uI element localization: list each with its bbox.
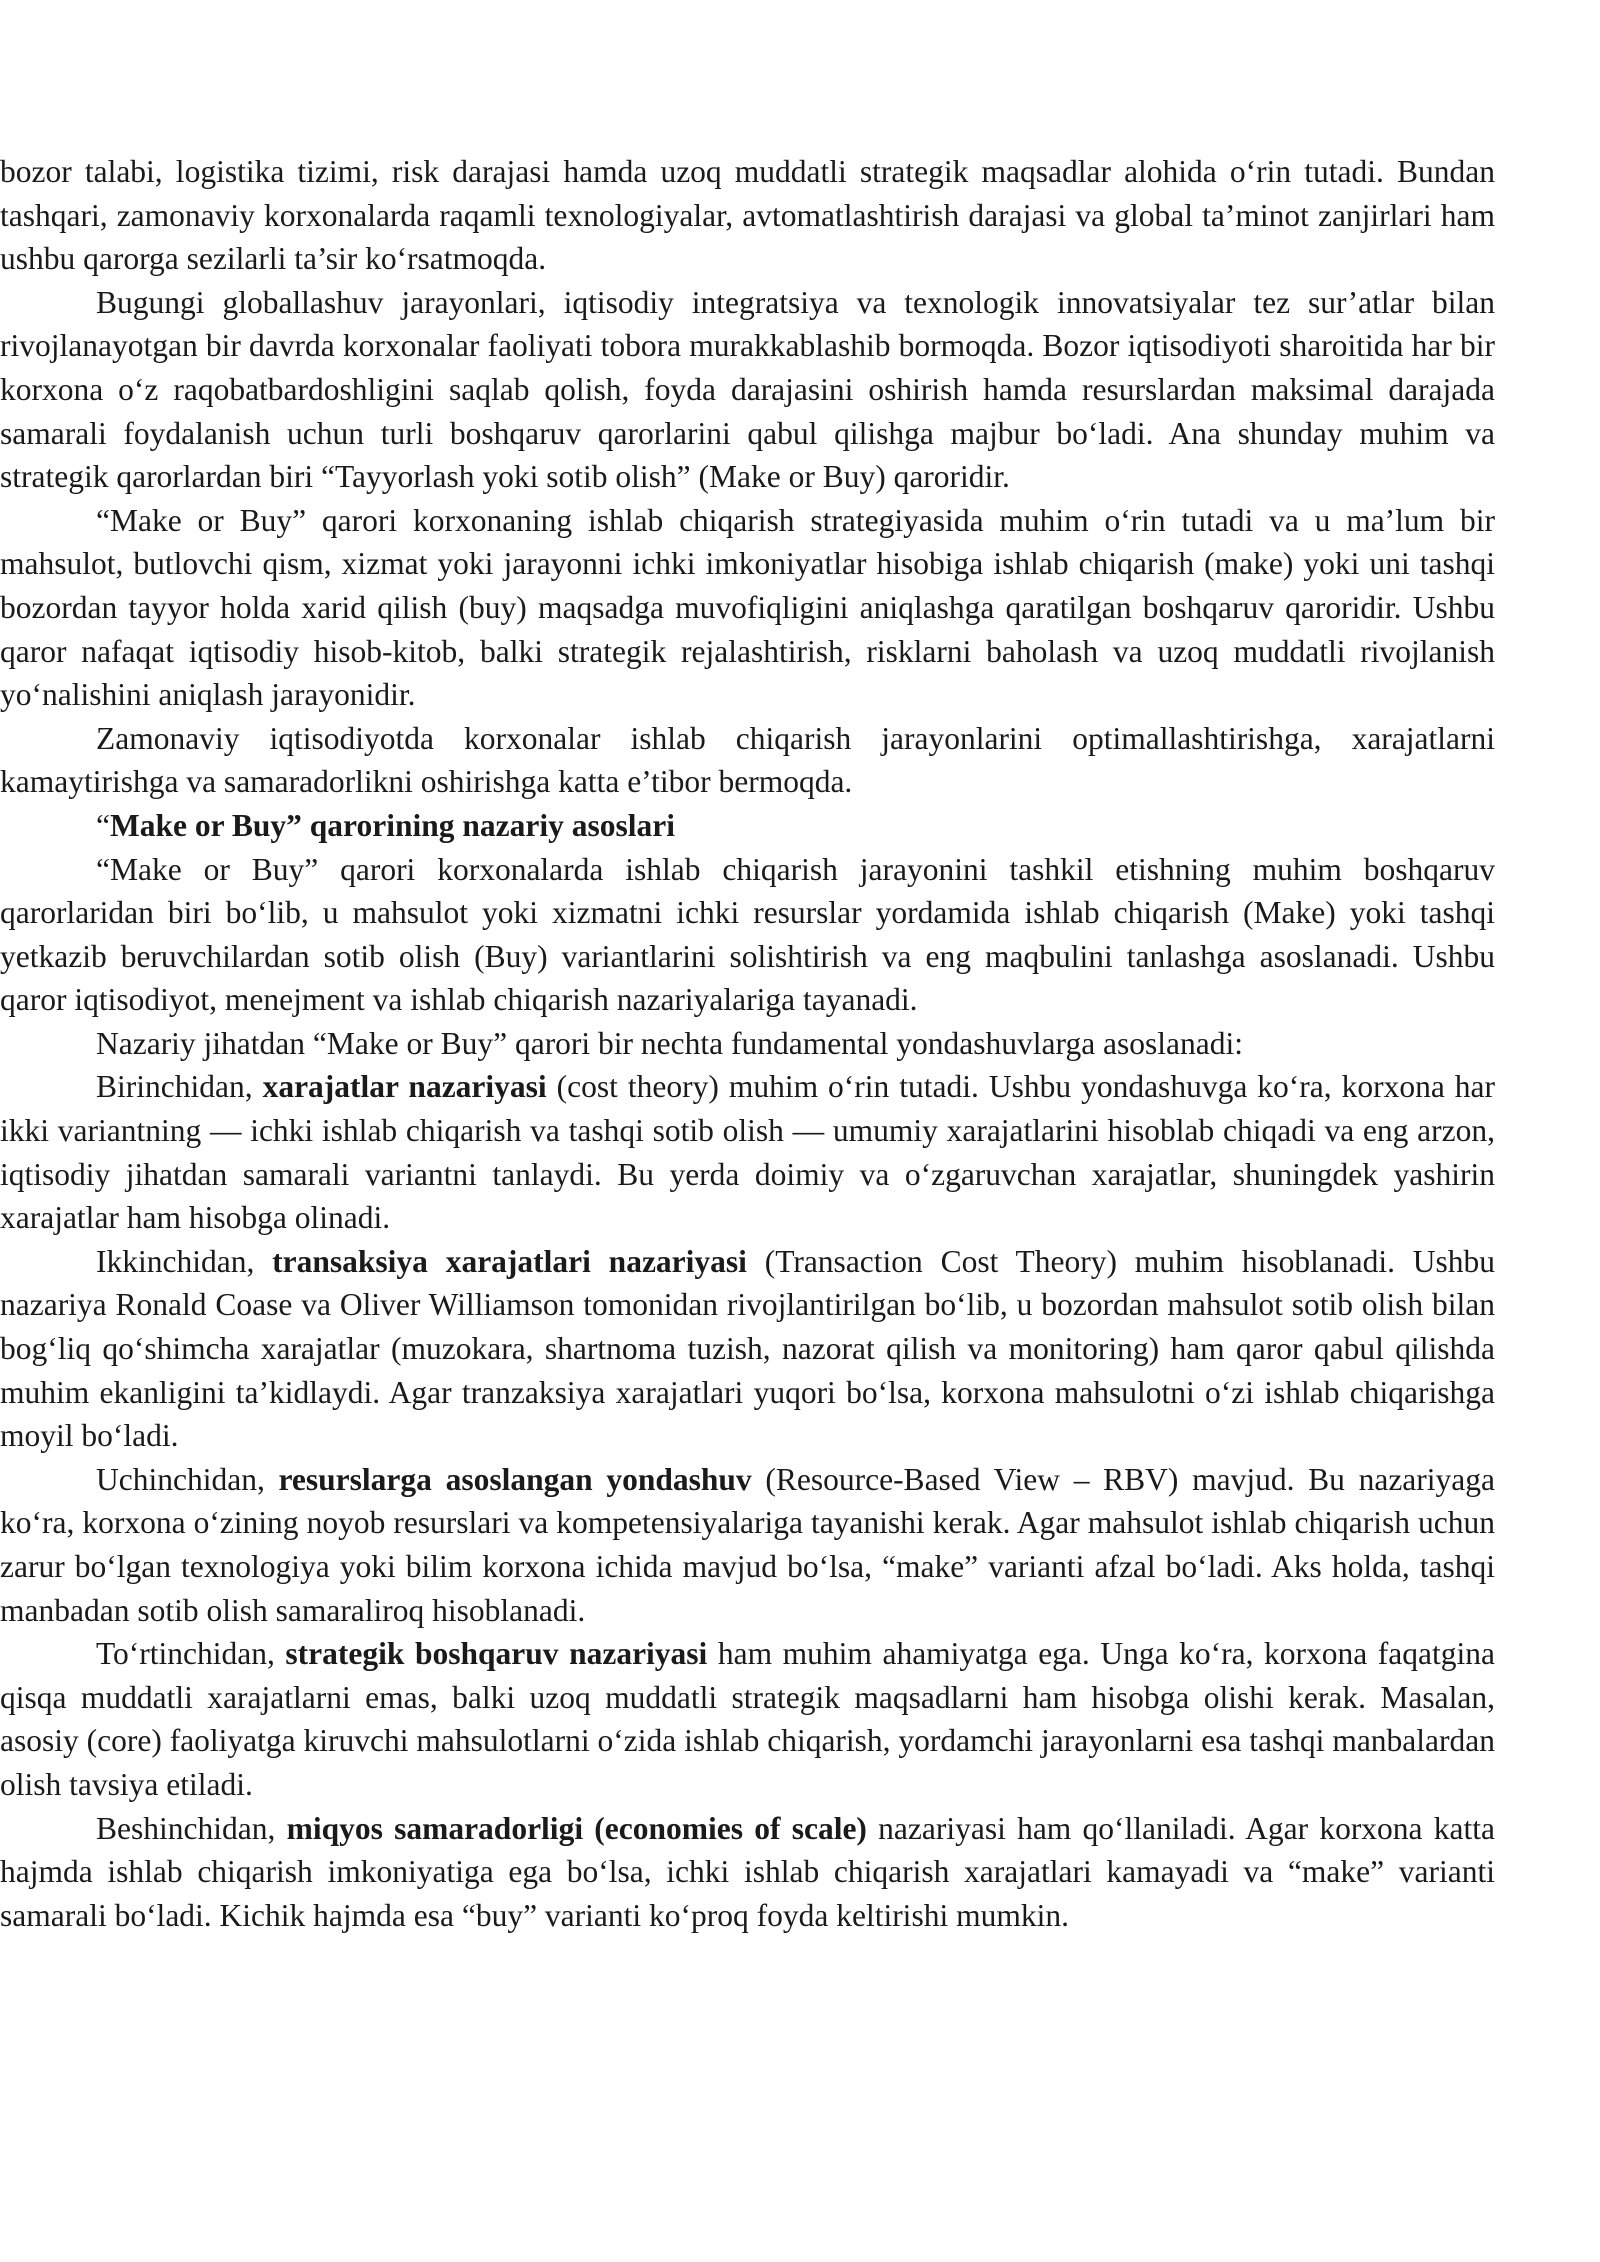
paragraph-text: “Make or Buy” qarori korxonaning ishlab chiqarish strategiyasida muhim o‘rin tutadi va u ma’lum bir mahsulot, butlovchi qism, xizmat yoki jarayonni ichki imkoniyatlar hisobiga ishlab chiqarish (make) yoki uni tashqi bozordan tayyor holda xarid qilish (buy) maqsadga muvofiqligini aniqlashga qaratilgan boshqaruv qaroridir. Ushbu qaror nafaqat iqtisodiy hisob-kitob, balki strategik rejalashtirish, risklarni baholash va uzoq muddatli rivojlanish yo‘nalishini aniqlash jarayonidir. <box>0 502 1495 713</box>
term-resource-based: resurslarga asoslangan yondashuv <box>278 1461 752 1497</box>
term-cost-theory: xarajatlar nazariyasi <box>262 1069 547 1105</box>
paragraph-text: (Transaction Cost Theory) muhim hisoblanadi. Ushbu nazariya Ronald Coase va Oliver Williamson tomonidan rivojlantirilgan bo‘lib, u bozordan mahsulot sotib olish bilan bog‘liq qo‘shimcha xarajatlar (muzokara, shartnoma tuzish, nazorat qilish va monitoring) ham qaror qabul qilishda muhim ekanligini ta’kidlaydi. Agar tranzaksiya xarajatlari yuqori bo‘lsa, korxona mahsulotni o‘zi ishlab chiqarishga moyil bo‘ladi. <box>0 1243 1495 1454</box>
paragraph-lead-in: Beshinchidan, <box>96 1810 287 1846</box>
paragraph-text: “Make or Buy” qarori korxonalarda ishlab chiqarish jarayonini tashkil etishning muhim boshqaruv qarorlaridan biri bo‘lib, u mahsulot yoki xizmatni ichki resurslar yordamida ishlab chiqarish (Make) yoki tashqi yetkazib beruvchilardan sotib olish (Buy) variantlarini solishtirish va eng maqbulini tanlashga asoslanadi. Ushbu qaror iqtisodiyot, menejment va ishlab chiqarish nazariyalariga tayanadi. <box>0 851 1495 1018</box>
term-economies-of-scale: miqyos samaradorligi (economies of scale) <box>286 1810 867 1846</box>
paragraph-resource-based <box>0 1458 1495 1632</box>
paragraph-lead-in: Ikkinchidan, <box>96 1243 273 1279</box>
paragraph-lead-in: To‘rtinchidan, <box>96 1636 286 1672</box>
paragraph-text: Nazariy jihatdan “Make or Buy” qarori bir nechta fundamental yondashuvlarga asoslanadi: <box>96 1025 1244 1061</box>
paragraph-theory-intro <box>0 848 1495 1022</box>
heading-open-quote: “ <box>96 807 110 843</box>
paragraph-transaction-cost <box>0 1240 1495 1458</box>
paragraph-text: bozor talabi, logistika tizimi, risk darajasi hamda uzoq muddatli strategik maqsadlar alohida o‘rin tutadi. Bundan tashqari, zamonaviy korxonalarda raqamli texnologiyalar, avtomatlashtirish darajasi va global ta’minot zanjirlari ham ushbu qarorga sezilarli ta’sir ko‘rsatmoqda. <box>0 154 1495 277</box>
paragraph-text: (Resource-Based View – RBV) mavjud. Bu nazariyaga ko‘ra, korxona o‘zining noyob resurslari va kompetensiyalariga tayanishi kerak. Agar mahsulot ishlab chiqarish uchun zarur bo‘lgan texnologiya yoki bilim korxona ichida mavjud bo‘lsa, “make” varianti afzal bo‘ladi. Aks holda, tashqi manbadan sotib olish samaraliroq hisoblanadi. <box>0 1461 1495 1628</box>
paragraph-continuation <box>0 150 1495 281</box>
paragraph-modern-economy <box>0 717 1495 804</box>
document-page <box>0 150 1495 1937</box>
term-transaction-cost: transaksiya xarajatlari nazariyasi <box>272 1243 747 1279</box>
paragraph-economies-of-scale <box>0 1807 1495 1938</box>
paragraph-lead-in: Uchinchidan, <box>96 1461 279 1497</box>
paragraph-definition <box>0 499 1495 717</box>
paragraph-strategic-management <box>0 1632 1495 1806</box>
paragraph-text: (cost theory) muhim o‘rin tutadi. Ushbu yondashuvga ko‘ra, korxona har ikki variantning — ichki ishlab chiqarish va tashqi sotib olish — umumiy xarajatlarini hisoblab chiqadi va eng arzon, iqtisodiy jihatdan samarali variantni tanlaydi. Bu yerda doimiy va o‘zgaruvchan xarajatlar, shuningdek yashirin xarajatlar ham hisobga olinadi. <box>0 1069 1496 1236</box>
paragraph-cost-theory <box>0 1065 1495 1239</box>
paragraph-text: Bugungi globallashuv jarayonlari, iqtisodiy integratsiya va texnologik innovatsiyalar tez sur’atlar bilan rivojlanayotgan bir davrda korxonalar faoliyati tobora murakkablashib bormoqda. Bozor iqtisodiyoti sharoitida har bir korxona o‘z raqobatbardoshligini saqlab qolish, foyda darajasini oshirish hamda resurslardan maksimal darajada samarali foydalanish uchun turli boshqaruv qarorlarini qabul qilishga majbur bo‘ladi. Ana shunday muhim va strategik qarorlardan biri “Tayyorlash yoki sotib olish” (Make or Buy) qaroridir. <box>0 284 1495 495</box>
paragraph-intro <box>0 281 1495 499</box>
paragraph-text: ham muhim ahamiyatga ega. Unga ko‘ra, korxona faqatgina qisqa muddatli xarajatlarni emas, balki uzoq muddatli strategik maqsadlarni ham hisobga olishi kerak. Masalan, asosiy (core) faoliyatga kiruvchi mahsulotlarni o‘zida ishlab chiqarish, yordamchi jarayonlarni esa tashqi manbalardan olish tavsiya etiladi. <box>0 1636 1495 1802</box>
paragraph-approaches-intro <box>0 1022 1495 1066</box>
paragraph-text: Zamonaviy iqtisodiyotda korxonalar ishlab chiqarish jarayonlarini optimallashtirishga, xarajatlarni kamaytirishga va samaradorlikni oshirishga katta e’tibor bermoqda. <box>0 720 1495 800</box>
section-heading <box>0 804 1495 848</box>
paragraph-lead-in: Birinchidan, <box>96 1069 263 1105</box>
heading-text: Make or Buy” qarorining nazariy asoslari <box>109 807 675 843</box>
paragraph-text: nazariyasi ham qo‘llaniladi. Agar korxona katta hajmda ishlab chiqarish imkoniyatiga ega bo‘lsa, ichki ishlab chiqarish xarajatlari kamayadi va “make” varianti samarali bo‘ladi. Kichik hajmda esa “buy” varianti ko‘proq foyda keltirishi mumkin. <box>0 1810 1495 1933</box>
term-strategic-management: strategik boshqaruv nazariyasi <box>285 1636 708 1672</box>
